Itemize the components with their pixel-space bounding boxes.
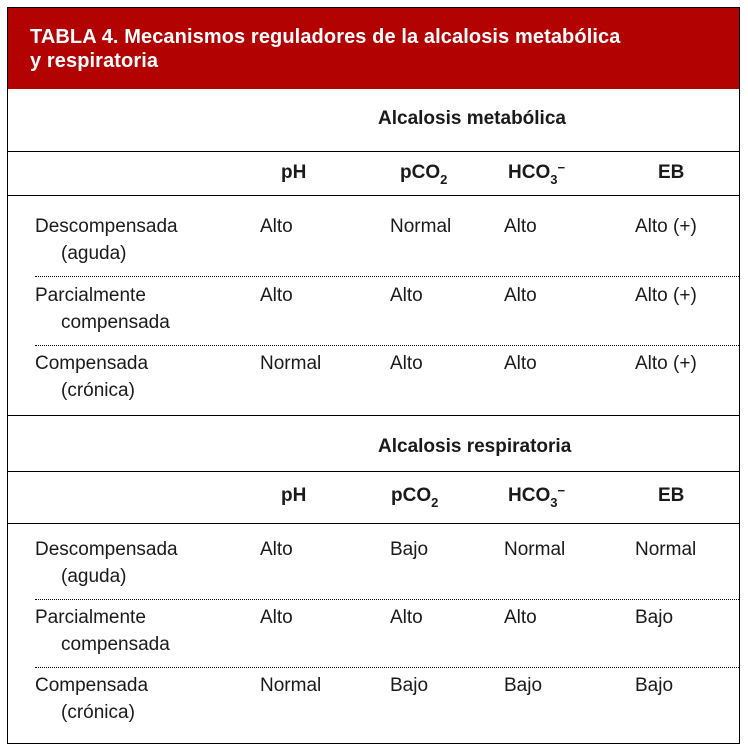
column-header-eb: EB: [658, 162, 685, 183]
column-header-pco2: pCO$_2$: [400, 162, 448, 187]
column-header-eb: EB: [658, 485, 685, 506]
row-state: Parcialmente compensada: [35, 285, 170, 333]
column-header-hco3: $HCO_3^-$: [508, 160, 566, 187]
column-header-row: [8, 472, 739, 524]
row-divider: [35, 667, 740, 668]
cell-pco2: Normal: [390, 216, 452, 237]
cell-hco3: Alto: [504, 285, 537, 306]
cell-eb: Alto (+): [635, 285, 697, 306]
column-header-ph: pH: [281, 485, 307, 506]
cell-hco3: Alto: [504, 353, 537, 374]
cell-pco2: Bajo: [390, 539, 429, 560]
cell-eb: Bajo: [635, 607, 674, 628]
cell-hco3: Normal: [504, 539, 566, 560]
column-header-pco2: pCO$_2$: [391, 485, 439, 510]
cell-ph: Normal: [260, 675, 322, 696]
table-title: [8, 8, 739, 89]
section-header-metabolica: [8, 89, 739, 152]
row-state: Descompensada (aguda): [35, 539, 178, 587]
row-state: Compensada (crónica): [35, 353, 149, 401]
row-state: Descompensada (aguda): [35, 216, 178, 264]
row-state: Parcialmente compensada: [35, 607, 170, 655]
cell-hco3: Alto: [504, 607, 537, 628]
cell-pco2: Bajo: [390, 675, 429, 696]
cell-eb: Bajo: [635, 675, 674, 696]
section-title: Alcalosis respiratoria: [378, 436, 572, 457]
cell-pco2: Alto: [390, 353, 423, 374]
cell-ph: Alto: [260, 539, 293, 560]
regulatory-mechanisms-table: [7, 7, 740, 744]
table-title-line-2: y respiratoria: [30, 50, 159, 72]
cell-hco3: Bajo: [504, 675, 543, 696]
section-header-respiratoria: [8, 416, 739, 472]
section-title: Alcalosis metabólica: [378, 108, 566, 129]
cell-hco3: Alto: [504, 216, 537, 237]
cell-eb: Alto (+): [635, 353, 697, 374]
row-divider: [35, 599, 740, 600]
cell-pco2: Alto: [390, 285, 423, 306]
row-state: Compensada (crónica): [35, 675, 149, 723]
row-divider: [35, 345, 740, 346]
row-divider: [35, 276, 740, 277]
column-header-ph: pH: [281, 162, 307, 183]
cell-eb: Alto (+): [635, 216, 697, 237]
cell-ph: Normal: [260, 353, 322, 374]
cell-ph: Alto: [260, 607, 293, 628]
cell-eb: Normal: [635, 539, 697, 560]
cell-ph: Alto: [260, 216, 293, 237]
cell-pco2: Alto: [390, 607, 423, 628]
column-header-row: [8, 152, 739, 196]
column-header-hco3: $HCO_3^-$: [508, 483, 566, 510]
cell-ph: Alto: [260, 285, 293, 306]
table-title-line-1: TABLA 4. Mecanismos reguladores de la alcalosis metabólica: [30, 26, 621, 48]
